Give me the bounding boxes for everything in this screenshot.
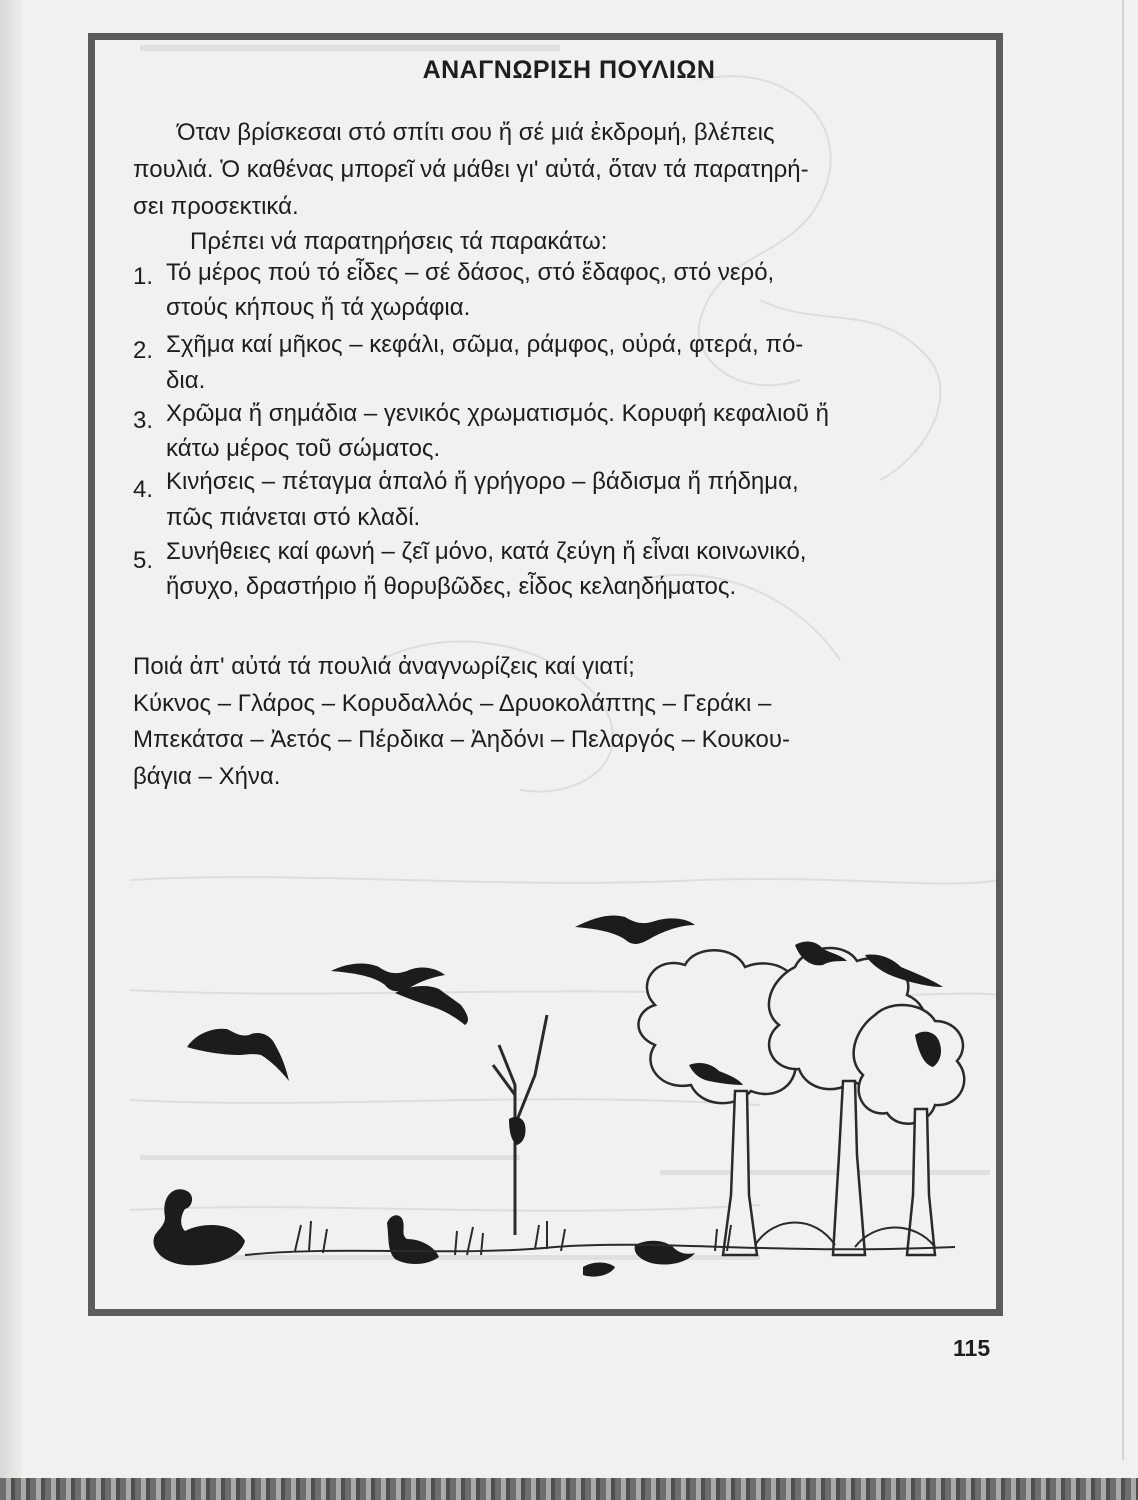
item-2-line-2: δια. xyxy=(166,367,206,394)
item-3-line-2: κάτω μέρος τοῦ σώματος. xyxy=(166,435,441,462)
intro-line-3: σει προσεκτικά. xyxy=(133,193,299,220)
goose-silhouette xyxy=(387,1215,439,1264)
page-number: 115 xyxy=(953,1335,991,1361)
flying-bird-silhouette xyxy=(575,915,695,944)
item-number: 1. xyxy=(133,263,154,290)
item-1-line-2: στούς κήπους ἤ τά χωράφια. xyxy=(166,294,471,321)
item-4-line-1: Κινήσεις – πέταγμα ἁπαλό ἤ γρήγορο – βάδισμα ἤ πήδημα, xyxy=(166,468,799,495)
item-5-line-1: Συνήθειες καί φωνή – ζεῖ μόνο, κατά ζεύγη ἤ εἶναι κοινωνικό, xyxy=(166,538,807,565)
swan-silhouette xyxy=(153,1189,245,1265)
duck-silhouette xyxy=(583,1263,615,1277)
item-number: 5. xyxy=(133,547,154,574)
perched-bird-silhouette xyxy=(509,1117,526,1145)
question-line: Ποιά ἀπ' αὐτά τά πουλιά ἀναγνωρίζεις καί γιατί; xyxy=(133,653,635,680)
item-1-line-1: Τό μέρος πού τό εἶδες – σέ δάσος, στό ἔδαφος, στό νερό, xyxy=(166,259,775,286)
birds-line-3: βάγια – Χήνα. xyxy=(133,763,281,790)
item-3-line-1: Χρῶμα ἤ σημάδια – γενικός χρωματισμός. Κορυφή κεφαλιοῦ ἤ xyxy=(166,400,829,427)
intro-line-2: πουλιά. Ὁ καθένας μπορεῖ νά μάθει γι' αὐτά, ὅταν τά παρατηρή- xyxy=(133,156,809,183)
tree-trunk xyxy=(907,1109,935,1255)
item-2-line-1: Σχῆμα καί μῆκος – κεφάλι, σῶμα, ράμφος, οὐρά, φτερά, πό- xyxy=(166,331,804,358)
item-number: 2. xyxy=(133,337,154,364)
tree-trunk xyxy=(723,1091,757,1255)
item-number: 4. xyxy=(133,476,154,503)
flying-bird-silhouette xyxy=(187,1029,289,1081)
intro-line-1: Όταν βρίσκεσαι στό σπίτι σου ἤ σέ μιά ἐκδρομή, βλέπεις xyxy=(177,119,775,146)
page-title: ΑΝΑΓΝΩΡΙΣΗ ΠΟΥΛΙΩΝ xyxy=(422,56,716,84)
instruction-line: Πρέπει νά παρατηρήσεις τά παρακάτω: xyxy=(190,228,608,255)
item-4-line-2: πῶς πιάνεται στό κλαδί. xyxy=(166,504,421,531)
tree-outline xyxy=(854,1005,965,1124)
birds-illustration xyxy=(95,895,995,1305)
item-number: 3. xyxy=(133,407,154,434)
item-5-line-2: ἥσυχο, δραστήριο ἤ θορυβῶδες, εἶδος κελαηδήματος. xyxy=(166,573,737,600)
birds-line-1: Κύκνος – Γλάρος – Κορυδαλλός – Δρυοκολάπτης – Γεράκι – xyxy=(133,690,772,717)
birds-line-2: Μπεκάτσα – Ἀετός – Πέρδικα – Ἀηδόνι – Πελαργός – Κουκου- xyxy=(133,726,790,753)
flying-bird-silhouette xyxy=(395,986,468,1025)
tree-trunk xyxy=(833,1081,865,1255)
